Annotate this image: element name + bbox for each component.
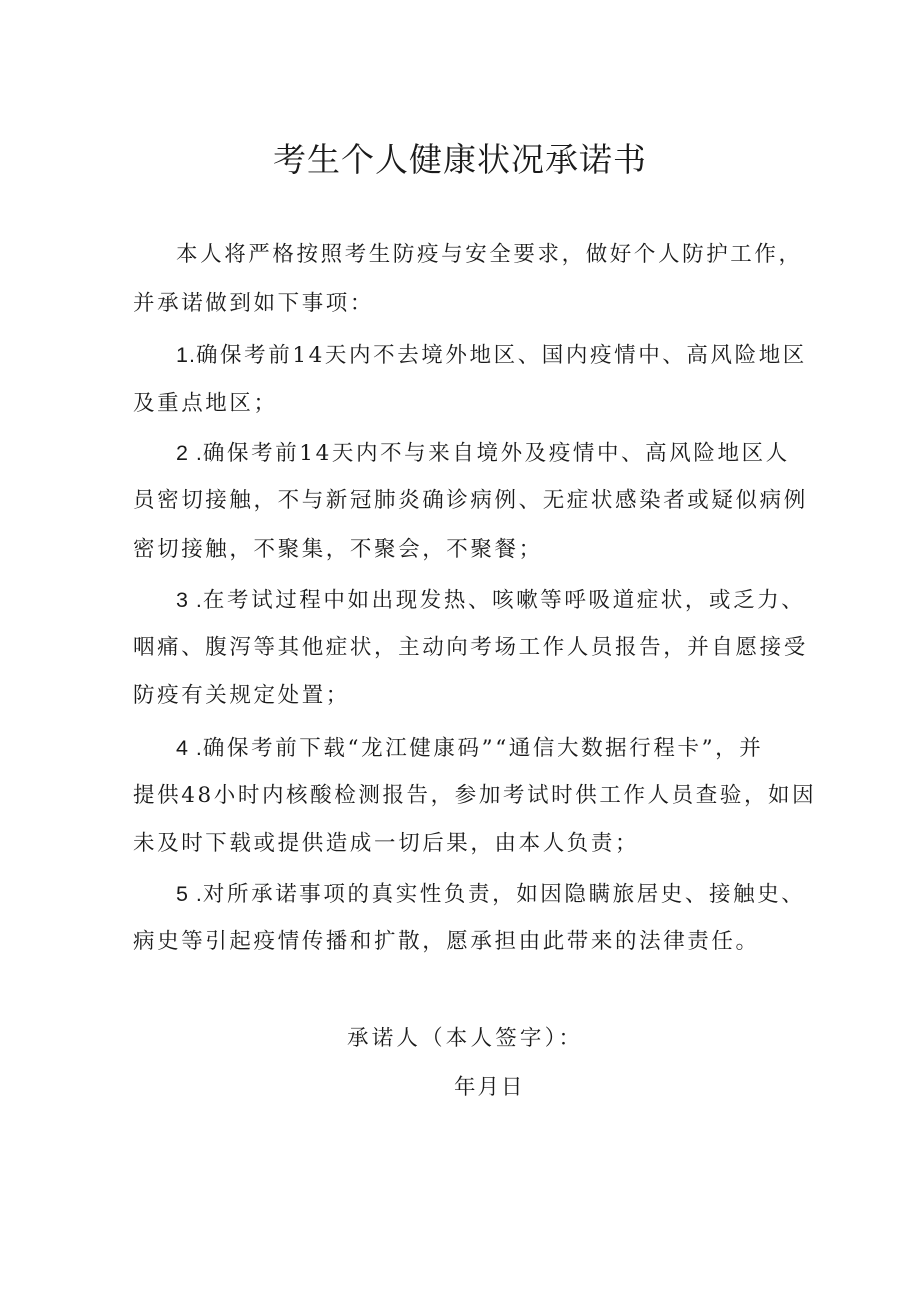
item-4-line-1 <box>176 733 763 764</box>
document-title: 考生个人健康状况承诺书 <box>273 140 647 179</box>
date-label: 年月日 <box>454 1075 525 1100</box>
item-4-number: 4 . <box>176 736 203 760</box>
item-3-line-2: 咽痛、腹泻等其他症状，主动向考场工作人员报告，并自愿接受 <box>133 635 808 660</box>
item-1-line-2: 及重点地区； <box>133 391 278 416</box>
intro-line-2: 并承诺做到如下事项： <box>133 291 375 316</box>
item-3-text-1: 在考试过程中如出现发热、咳嗽等呼吸道症状，或乏力、 <box>202 588 806 613</box>
item-4-line-3: 未及时下载或提供造成一切后果，由本人负责； <box>133 831 640 856</box>
item-3-line-1 <box>176 585 805 616</box>
item-2-line-2: 员密切接触，不与新冠肺炎确诊病例、无症状感染者或疑似病例 <box>133 488 808 513</box>
item-5-line-1 <box>176 879 805 910</box>
item-5-line-2: 病史等引起疫情传播和扩散，愿承担由此带来的法律责任。 <box>133 929 760 954</box>
item-1-line-1 <box>176 340 807 371</box>
item-3-line-3: 防疫有关规定处置； <box>133 683 350 708</box>
item-4-text-1: 确保考前下载“龙江健康码”“通信大数据行程卡”，并 <box>202 736 764 761</box>
item-1-number: 1. <box>176 343 196 367</box>
signature-label: 承诺人（本人签字）： <box>347 1026 584 1051</box>
item-4-line-2: 提供48小时内核酸检测报告，参加考试时供工作人员查验，如因 <box>133 783 817 808</box>
item-5-number: 5 . <box>176 882 203 906</box>
item-2-number: 2 . <box>176 441 203 465</box>
intro-line-1: 本人将严格按照考生防疫与安全要求，做好个人防护工作， <box>176 242 803 267</box>
item-2-line-3: 密切接触，不聚集，不聚会，不聚餐； <box>133 537 543 562</box>
item-1-text-1: 确保考前14天内不去境外地区、国内疫情中、高风险地区 <box>195 343 807 368</box>
item-3-number: 3 . <box>176 588 203 612</box>
item-2-line-1 <box>176 438 790 469</box>
item-5-text-1: 对所承诺事项的真实性负责，如因隐瞒旅居史、接触史、 <box>202 882 806 907</box>
item-2-text-1: 确保考前14天内不与来自境外及疫情中、高风险地区人 <box>202 441 790 466</box>
